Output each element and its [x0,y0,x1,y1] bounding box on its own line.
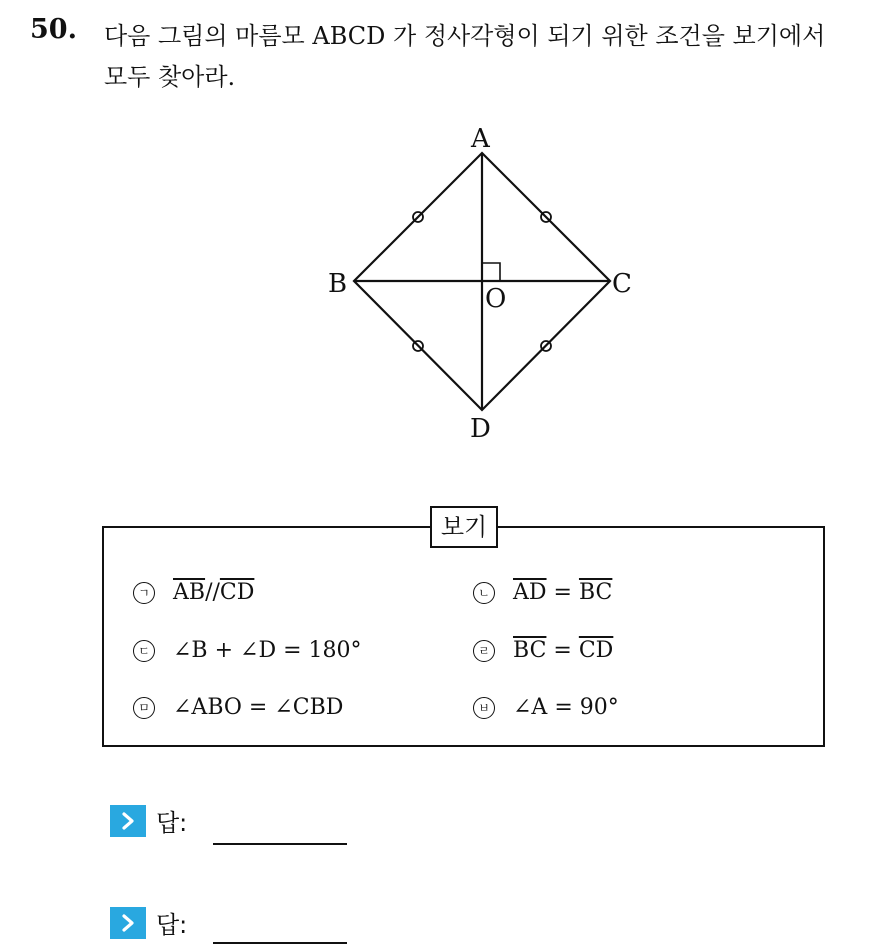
option-5 [133,695,343,720]
question-text-line-1: 다음 그림의 마름모 ABCD 가 정사각형이 되기 위한 조건을 보기에서 [104,22,826,50]
option-mark: ㄹ [473,640,495,662]
vertex-label-a: A [471,124,490,154]
answer-row-1 [110,803,187,838]
equals-sign: = [546,638,579,663]
rhombus-figure [0,0,884,460]
angle-expression: ∠ABO = ∠CBD [173,695,344,720]
vertex-label-d: D [470,414,491,444]
segment-bc: $\overline{BC}$ [513,638,547,663]
segment-cd: $\overline{CD}$ [219,580,255,605]
chevron-right-icon [110,805,146,837]
question-number: 50. [30,14,77,45]
question-text-line-2: 모두 찾아라. [104,63,236,91]
option-mark: ㄷ [133,640,155,662]
option-4 [473,638,613,663]
option-2 [473,580,612,605]
option-6 [473,695,619,720]
option-mark: ㅂ [473,697,495,719]
chevron-right-icon [110,907,146,939]
vertex-label-b: B [328,269,348,299]
angle-expression: ∠A = 90° [513,695,619,720]
parallel-sign: // [205,580,220,605]
right-angle-marker [482,263,500,281]
segment-bc: $\overline{BC}$ [578,580,613,605]
answer-field-2[interactable] [213,942,347,944]
answer-label: 답: [156,911,188,939]
answer-label: 답: [156,809,188,837]
answer-field-1[interactable] [213,843,347,845]
equals-sign: = [546,580,579,605]
angle-expression: ∠B + ∠D = 180° [173,638,362,663]
center-label-o: O [485,284,507,314]
vertex-label-c: C [612,269,632,299]
option-mark: ㄱ [133,582,155,604]
bogi-title: 보기 [430,506,498,548]
option-mark: ㅁ [133,697,155,719]
segment-cd: $\overline{CD}$ [578,638,614,663]
segment-ab: $\overline{AB}$ [173,580,206,605]
option-mark: ㄴ [473,582,495,604]
option-1 [133,580,254,605]
segment-ad: $\overline{AD}$ [513,580,547,605]
answer-row-2 [110,905,187,940]
option-3 [133,638,362,663]
